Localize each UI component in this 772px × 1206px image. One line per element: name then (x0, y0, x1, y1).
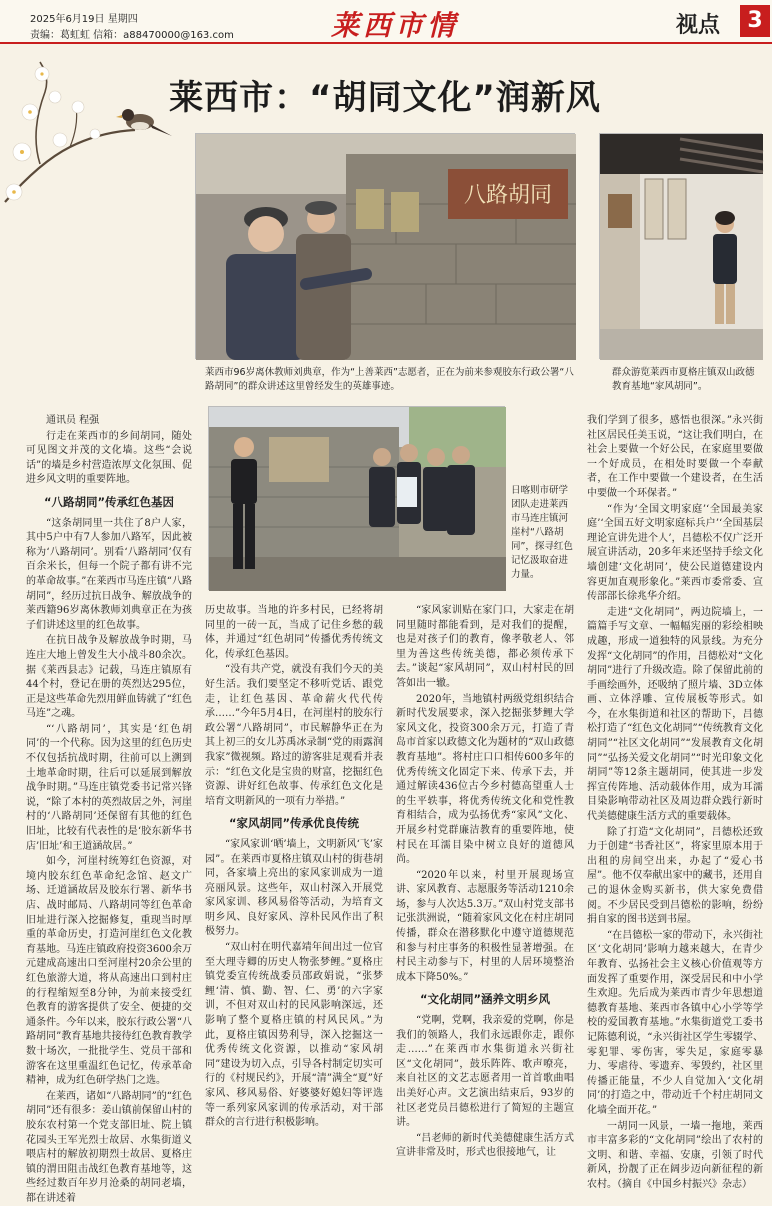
paragraph: “作为‘全国文明家庭’‘全国最美家庭’‘全国五好文明家庭标兵户’‘全国基层理论宣讲先进个人’，吕德松不仅广泛开展宣讲活动，20多年来还坚持手绘文化墙创建‘文化胡同’，使公民道德建设内容更加直观形象化。”莱西市委常委、宣传部部长徐兆华介绍。 (587, 503, 763, 603)
paragraph: “家风家训贴在家门口，大家走在胡同里随时都能看到，是对我们的提醒，也是对孩子们的教育，像孝敬老人、邻里为善这些传统美德，都必须传承下去。”谈起“家风胡同”，双山村村民的回答如出一辙。 (396, 605, 574, 689)
article-column-1 (26, 414, 192, 1204)
page-number: 3 (740, 5, 770, 37)
photo-caption-2: 群众游览莱西市夏格庄镇双山政德教育基地“家风胡同”。 (612, 367, 755, 392)
paragraph: “‘八路胡同’，其实是‘红色胡同’的一个代称。因为这里的红色历史不仅包括抗战时期，往前可以上溯到土地革命时期，往后可以延展到解放战争时期。”马连庄镇党委书记常兴锋说，“除了本村的英烈故居之外，河崖村的‘八路胡同’还保留有其他的红色旧址，比较有代表性的是‘胶东新华书店’旧址’和王道涵故居。” (26, 723, 192, 852)
photo-sign-text: 八路胡同 (463, 183, 553, 208)
paragraph: “吕老师的新时代美德健康生活方式宣讲非常及时，形式也很接地气，让 (396, 1132, 574, 1159)
subhead-family-hutong: “家风胡同”传承优良传统 (228, 816, 360, 831)
paragraph: 历史故事。当地的许多村民，已经将胡同里的一砖一瓦，当成了记住乡愁的载体，并通过“红色胡同”传播优秀传统文化，传承红色基因。 (205, 605, 383, 660)
photo-study-group (208, 406, 505, 590)
paragraph: 在抗日战争及解放战争时期，马连庄大地上曾发生大小战斗80余次。据《莱西县志》记载，马连庄镇原有44个村，登记在册的英烈达295位，正是这些革命先烈用鲜血铸就了“红色马连”之魂。 (26, 635, 192, 720)
paragraph: 除了打造“文化胡同”，吕德松还致力于创建“书香社区”，将家里原本用于出租的房间空出来，办起了“爱心书屋”。他不仅奉献出家中的藏书，还用自己的退休金购买新书，供大家免费借阅。不少居民受到吕德松的影响，纷纷捐自家的图书送到书屋。 (587, 826, 763, 926)
paragraph: “家风家训‘晒’墙上，文明新风‘飞’家园”。在莱西市夏格庄镇双山村的街巷胡同，各家墙上亮出的家风家训成为一道亮丽风景。这些年，双山村深入开展党家风家训、移风易俗等活动，为培育文明乡风、良好家风、淳朴民风作出了积极努力。 (205, 838, 383, 938)
paragraph: “在吕德松一家的带动下，永兴街社区‘文化胡同’影响力越来越大，在青少年教育、弘扬社会主义核心价值观等方面发挥了重要作用，深受居民和中小学生欢迎。先后成为莱西市青少年思想道德教育基地、莱西市各镇中心小学等学校的爱国教育基地。”水集街道党工委书记陈德利说，“永兴街社区学生零辍学、零犯罪、零伤害，零失足，家庭零暴力、零虐待、零遗弃、零毁约，社区里传播正能量，不少人自觉加入‘文化胡同’的打造之中，带动近千个村庄胡同文化墙全面开花。” (587, 929, 763, 1116)
paragraph: “没有共产党，就没有我们今天的美好生活。我们要坚定不移听党话、跟党走，让红色基因、革命薪火代代传承……”今年5月4日，在河崖村的胶东行政公署“八路胡同”，市民解静华正在为其上初三的女儿苏禹冰录制“党的雨露润我家”微视频。路过的游客驻足观看并表示：“红色文化是宝贵的财富，挖掘红色资源、讲好红色故事、传承红色文化是培育文明新风的一项有力举措。” (205, 664, 383, 807)
headline: 莱西市：“胡同文化”润新风 (169, 78, 601, 118)
article-column-2 (205, 604, 383, 1129)
subhead-red-hutong: “八路胡同”传承红色基因 (43, 494, 175, 509)
paragraph: “2020年以来，村里开展现场宣讲、家风教育、志愿服务等活动1210余场，参与人次达5.3万。”双山村党支部书记张洪洲说，“随着家风文化在村庄胡同传播，群众在潜移默化中遵守道德规范和参与村庄事务的积极性显著增强。在村民主动参与下，村里的人居环境整治成本下降50%。” (396, 869, 574, 983)
editor-info: 责编：葛虹虹 信箱：a88470000@163.com (30, 30, 234, 41)
photo-caption-1: 莱西市96岁离休教师刘典章，作为“上善莱西”志愿者，正在为前来参观胶东行政公署“八路胡同”的群众讲述这里曾经发生的英雄事迹。 (205, 367, 574, 392)
photo-caption-3: 日喀则市研学团队走进莱西市马连庄镇河崖村“八路胡同”，探寻红色记忆汲取奋进力量。 (511, 485, 573, 580)
paragraph: 一胡同一风景，一墙一拖地，莱西市丰富多彩的“文化胡同”绘出了农村的文明、和谐、幸福、安康，引领了时代新风，扮靓了正在阔步迈向新征程的新农村。（摘自《中国乡村振兴》杂志） (587, 1120, 763, 1190)
masthead (0, 0, 772, 44)
paragraph: “这条胡同里一共住了8户人家，其中5户中有7人参加八路军，因此被称为‘八路胡同’。别看‘八路胡同’仅有百余米长，但每一个院子都有讲不完的革命故事。”在莱西市马连庄镇“八路胡同”，经历过抗日战争、解放战争的莱西籍96岁离休教师刘典章正在为孩子们讲述这里的红色故事。 (26, 517, 192, 631)
paragraph: 行走在莱西市的乡间胡同，随处可见图文并茂的文化墙。这些“会说话”的墙是乡村营造浓厚文化氛围、促进乡风文明的重要阵地。 (26, 430, 192, 486)
photo-family-hutong (599, 133, 762, 359)
byline: 通讯员 程强 (46, 415, 100, 426)
paragraph: 走进“文化胡同”，两边院墙上，一篇篇手写文章、一幅幅宪丽的彩绘相映成趣，形成一道独特的风景线。为充分发挥“文化胡同”的作用，吕德松对“文化胡同”进行了升级改造。除了保留此前的手画绘画外，还吸纳了照片墙、3D立体画、立体浮雕、宣传展板等形式。如今，在水集街道和社区的帮助下，吕德松打造了“红色文化胡同”“传统教育文化胡同”“社区文化胡同”“发展教育文化胡同”“弘扬关爱文化胡同”“时光印象文化胡同”等12条主题胡同，使其进一步发挥宣传阵地、活动载体作用，成为耳濡目染影响带动社区及周边群众践行新时代美德健康生活方式的重要载体。 (587, 606, 763, 823)
subhead-culture-hutong: “文化胡同”涵养文明乡风 (419, 992, 551, 1007)
article-column-4 (587, 414, 763, 1190)
issue-date: 2025年6月19日 星期四 (30, 14, 138, 25)
paragraph: 如今，河崖村统筹红色资源，对境内胶东红色革命纪念馆、赵文广场、迁道涵故居及胶东行署、新华书店、战时邮局、八路胡同等红色革命旧址进行深入挖掘修复，重现当时厚重的革命历史，打造河崖红色文化教育基地。马连庄镇政府投资3600余万元建成高速出口至河崖村20余公里的红色旅游大道，将从高速出口到村庄的行程缩短至8分钟，为前来接受红色教育的游客提供了安全、便捷的交通条件。今年以来，胶东行政公署“八路胡同”教育基地共接待红色教育教学数十场次，一批批学生、党员干部和游客在这里重温红色记忆，传承革命精神，成为红色研学热门之选。 (26, 856, 192, 1087)
paragraph: 2020年，当地镇村两级党组织结合新时代发展要求，深入挖掘张梦鲤大学家风文化，投资300余万元，打造了青岛市首家以政德文化为题材的“双山政德教育基地”。将村庄口口相传600多年的优秀传统文化固定下来、传承下去，并通过解读436位古今乡村德高望重人士的生平轶事，将优秀传统文化和党性教育相结合，成为弘扬优秀“家风”文化、开展乡村党群廉洁教育的重要阵地，使村民在耳濡目染中树立良好的道德风尚。 (396, 693, 574, 866)
paragraph: 我们学到了很多，感悟也很深。”永兴街社区居民任美玉说，“这让我们明白，在社会上要做一个好公民，在家庭里要做一个好成员，在相处时要做一个奉献者，在工作中要做一个建设者，在生活中要做一个环保者。” (587, 415, 763, 499)
photo-ba-lu-hutong-veteran (195, 133, 575, 359)
article-column-3 (396, 604, 574, 1159)
section-title: 视点 (676, 13, 721, 38)
paragraph: 在莱西，诸如“八路胡同”的“红色胡同”还有很多：姜山镇前保留山村的胶东农村第一个党支部旧址、院上镇花园头王军光烈士故居、水集街道义喂店村的解放初期烈士故居、夏格庄镇的渭田阻击战红色教育基地等，这些经过数百年岁月沧桑的胡同老墙，都在讲述着 (26, 1090, 192, 1204)
paragraph: “党啊，党啊，我亲爱的党啊，你是我们的领路人，我们永远跟你走，跟你走……”在莱西市水集街道永兴街社区“文化胡同”，鼓乐阵阵、歌声嘹亮，来自社区的文艺志愿者用一首首歌曲唱出美好心声。文艺演出结束后，93岁的社区老党员吕德松进行了简短的主题宣讲。 (396, 1015, 574, 1129)
paragraph: “双山村在明代嘉靖年间出过一位官至大理寺卿的历史人物张梦鲤。”夏格庄镇党委宣传统战委员邵政娟说，“张梦鲤‘清、慎、勤、智、仁、勇’的六字家训，不但对双山村的民风影响深远，还影响了整个夏格庄镇的村风民风。”为此，夏格庄镇因势利导，深入挖掘这一优秀传统文化资源，以推动“家风胡同”建设为切入点，引导各村制定切实可行的《村规民约》，开展“清”满全“夏”好家风、移风易俗、好婆婆好媳妇等评选等一系列家风家训的传承活动，对干部群众的言行进行积极影响。 (205, 942, 383, 1129)
newspaper-logo: 莱西市情 (330, 9, 459, 42)
